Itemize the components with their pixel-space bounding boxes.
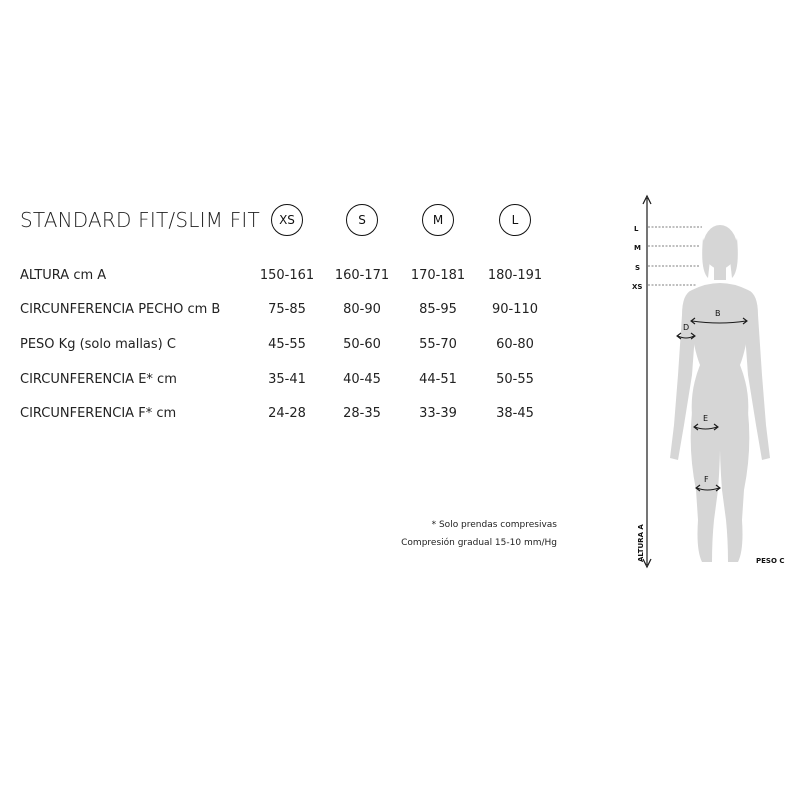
cell-altura-xs: 150-161 bbox=[259, 268, 315, 283]
size-mark-xs: XS bbox=[632, 283, 643, 291]
gradual-compression-note: Compresión gradual 15-10 mm/Hg bbox=[401, 538, 557, 548]
row-label-altura: ALTURA cm A bbox=[20, 268, 107, 283]
size-markers bbox=[648, 227, 702, 285]
cell-peso-xs: 45-55 bbox=[268, 337, 306, 352]
page-title: STANDARD FIT/SLIM FIT bbox=[20, 208, 260, 232]
body-silhouette bbox=[670, 225, 770, 562]
cell-altura-m: 170-181 bbox=[410, 268, 466, 283]
size-mark-l: L bbox=[634, 225, 639, 233]
cell-circ-f-xs: 24-28 bbox=[268, 406, 306, 421]
cell-altura-l: 180-191 bbox=[487, 268, 543, 283]
cell-pecho-l: 90-110 bbox=[491, 302, 539, 317]
cell-circ-f-m: 33-39 bbox=[419, 406, 457, 421]
row-label-circunferencia-e: CIRCUNFERENCIA E* cm bbox=[20, 372, 177, 387]
body-measurement-figure bbox=[600, 190, 800, 580]
weight-label: PESO C bbox=[756, 557, 785, 565]
height-axis bbox=[643, 196, 651, 567]
size-l-badge: L bbox=[499, 204, 531, 236]
size-xs-badge: XS bbox=[271, 204, 303, 236]
height-label: ALTURA A bbox=[637, 524, 645, 562]
cell-peso-s: 50-60 bbox=[343, 337, 381, 352]
cell-circ-e-l: 50-55 bbox=[496, 372, 534, 387]
cell-circ-f-s: 28-35 bbox=[343, 406, 381, 421]
cell-pecho-xs: 75-85 bbox=[268, 302, 306, 317]
thigh-label: E bbox=[703, 414, 709, 423]
chest-label: B bbox=[715, 309, 721, 318]
cell-circ-e-xs: 35-41 bbox=[268, 372, 306, 387]
cell-circ-e-s: 40-45 bbox=[343, 372, 381, 387]
size-mark-s: S bbox=[635, 264, 641, 272]
cell-pecho-m: 85-95 bbox=[419, 302, 457, 317]
row-label-circunferencia-f: CIRCUNFERENCIA F* cm bbox=[20, 406, 177, 421]
size-mark-m: M bbox=[634, 244, 641, 252]
calf-label: F bbox=[704, 475, 709, 484]
cell-circ-f-l: 38-45 bbox=[496, 406, 534, 421]
compression-note: * Solo prendas compresivas bbox=[431, 520, 557, 530]
row-label-peso: PESO Kg (solo mallas) C bbox=[20, 337, 176, 352]
cell-altura-s: 160-171 bbox=[334, 268, 390, 283]
cell-pecho-s: 80-90 bbox=[343, 302, 381, 317]
arm-label: D bbox=[683, 323, 690, 332]
cell-peso-l: 60-80 bbox=[496, 337, 534, 352]
size-m-badge: M bbox=[422, 204, 454, 236]
size-s-badge: S bbox=[346, 204, 378, 236]
row-label-pecho: CIRCUNFERENCIA PECHO cm B bbox=[20, 302, 221, 317]
cell-circ-e-m: 44-51 bbox=[419, 372, 457, 387]
cell-peso-m: 55-70 bbox=[419, 337, 457, 352]
